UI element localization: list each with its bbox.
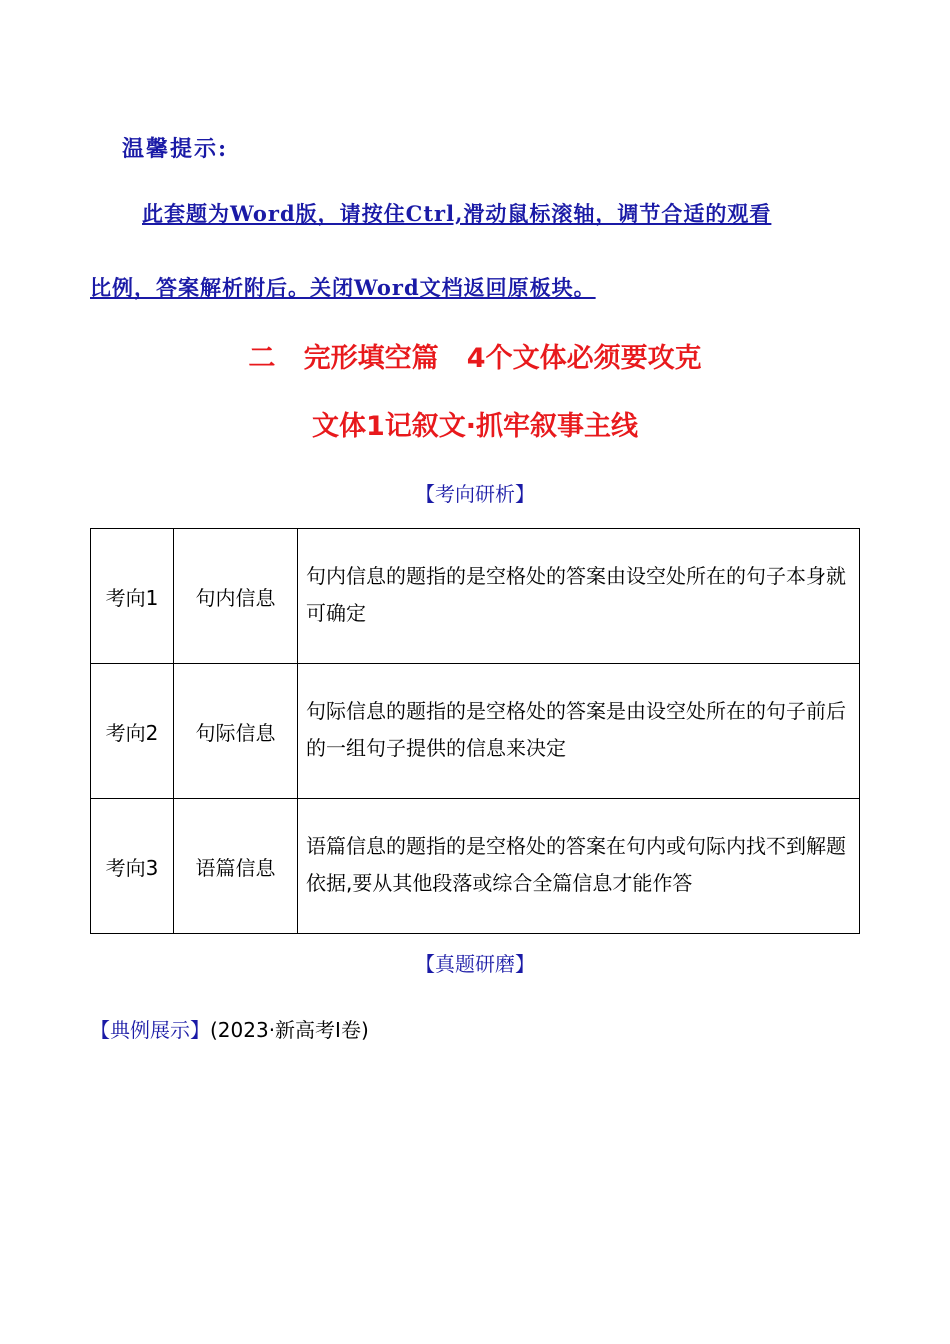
page-title: 二 完形填空篇 4个文体必须要攻克 — [248, 343, 702, 374]
page-subtitle: 文体1记叙文·抓牢叙事主线 — [311, 411, 639, 442]
tip-label: 温馨提示: — [122, 136, 229, 162]
direction-cell: 考向2 — [91, 664, 174, 799]
description-cell: 句际信息的题指的是空格处的答案是由设空处所在的句子前后的一组句子提供的信息来决定 — [298, 664, 860, 799]
direction-cell: 考向3 — [91, 799, 174, 934]
example-line — [90, 1014, 369, 1043]
table-row — [91, 529, 860, 664]
table-row — [91, 664, 860, 799]
type-cell: 句际信息 — [174, 664, 298, 799]
tip-line-1: 此套题为Word版，请按住Ctrl,滑动鼠标滚轴，调节合适的观看 — [142, 201, 772, 226]
description-cell: 句内信息的题指的是空格处的答案由设空处所在的句子本身就可确定 — [298, 529, 860, 664]
description-cell: 语篇信息的题指的是空格处的答案在句内或句际内找不到解题依据,要从其他段落或综合全篇信息才能作答 — [298, 799, 860, 934]
direction-cell: 考向1 — [91, 529, 174, 664]
direction-table — [90, 528, 860, 934]
example-source: (2023·新高考Ⅰ卷) — [210, 1018, 369, 1042]
tip-line-2: 比例，答案解析附后。关闭Word文档返回原板块。 — [90, 275, 596, 300]
type-cell: 句内信息 — [174, 529, 298, 664]
section-heading-practice: 【真题研磨】 — [415, 952, 535, 976]
section-heading-analysis: 【考向研析】 — [415, 482, 535, 506]
type-cell: 语篇信息 — [174, 799, 298, 934]
example-label: 【典例展示】 — [90, 1018, 210, 1042]
table-row — [91, 799, 860, 934]
